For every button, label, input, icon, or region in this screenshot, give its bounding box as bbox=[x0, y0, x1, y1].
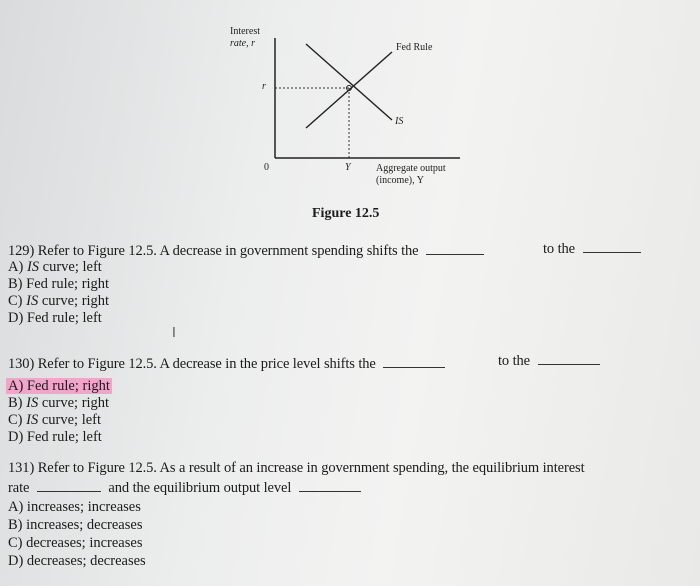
question-131-blank-1 bbox=[37, 479, 101, 492]
y-axis-label bbox=[230, 26, 260, 50]
question-131-line2-b: and the equilibrium output level bbox=[108, 480, 292, 496]
q131-option-d[interactable]: D) decreases; decreases bbox=[8, 553, 146, 569]
question-131-blank-2 bbox=[299, 479, 361, 492]
question-129-blank-2 bbox=[583, 240, 641, 253]
is-curve-label: IS bbox=[395, 116, 404, 127]
figure-caption: Figure 12.5 bbox=[312, 206, 380, 221]
q131-option-c[interactable]: C) decreases; increases bbox=[8, 535, 143, 551]
question-130-blank-1 bbox=[383, 355, 445, 368]
q129-option-c[interactable]: C) IS curve; right bbox=[8, 293, 110, 309]
question-131-line2-a: rate bbox=[8, 480, 30, 496]
q130-option-c[interactable]: C) IS curve; left bbox=[8, 412, 102, 428]
x-axis-label bbox=[376, 163, 446, 187]
question-130-blank-2 bbox=[538, 352, 600, 365]
q129-option-d[interactable]: D) Fed rule; left bbox=[8, 310, 102, 326]
q130-option-d[interactable]: D) Fed rule; left bbox=[8, 429, 102, 445]
text-cursor-icon: I bbox=[172, 326, 176, 341]
q130-option-b[interactable]: B) IS curve; right bbox=[8, 395, 110, 411]
q129-option-a[interactable]: A) IS curve; left bbox=[8, 259, 102, 275]
question-131-options bbox=[8, 498, 146, 570]
question-129-stem bbox=[8, 242, 484, 260]
y-axis-label-line1: Interest bbox=[230, 26, 260, 37]
y-axis-label-line2: rate, r bbox=[230, 38, 255, 49]
question-129-blank-1 bbox=[426, 242, 484, 255]
q131-option-b[interactable]: B) increases; decreases bbox=[8, 517, 143, 533]
question-130-mid bbox=[498, 352, 600, 370]
q130-option-a[interactable] bbox=[8, 378, 112, 395]
q129-option-b[interactable]: B) Fed rule; right bbox=[8, 276, 110, 292]
r-tick-label: r bbox=[262, 81, 266, 92]
question-131-stem: 131) Refer to Figure 12.5. As a result of an increase in government spending, the equilibrium interest bbox=[8, 460, 585, 476]
highlighted-answer: A) Fed rule; right bbox=[8, 378, 110, 394]
question-130-stem bbox=[8, 355, 445, 373]
question-129-mid bbox=[543, 240, 641, 258]
question-129-text: 129) Refer to Figure 12.5. A decrease in government spending shifts the bbox=[8, 243, 419, 259]
origin-label: 0 bbox=[264, 162, 269, 173]
x-axis-label-line2: (income), Y bbox=[376, 175, 424, 186]
fed-rule-label: Fed Rule bbox=[396, 42, 433, 53]
question-130-text: 130) Refer to Figure 12.5. A decrease in the price level shifts the bbox=[8, 356, 376, 372]
q131-option-a[interactable]: A) increases; increases bbox=[8, 499, 141, 515]
question-129-mid-text: to the bbox=[543, 241, 576, 257]
question-129-options bbox=[8, 259, 109, 327]
question-130-mid-text: to the bbox=[498, 353, 531, 369]
question-131-line2 bbox=[8, 479, 361, 497]
y-tick-label: Y bbox=[345, 162, 351, 173]
x-axis-label-line1: Aggregate output bbox=[376, 163, 446, 174]
question-130-options bbox=[8, 378, 112, 446]
